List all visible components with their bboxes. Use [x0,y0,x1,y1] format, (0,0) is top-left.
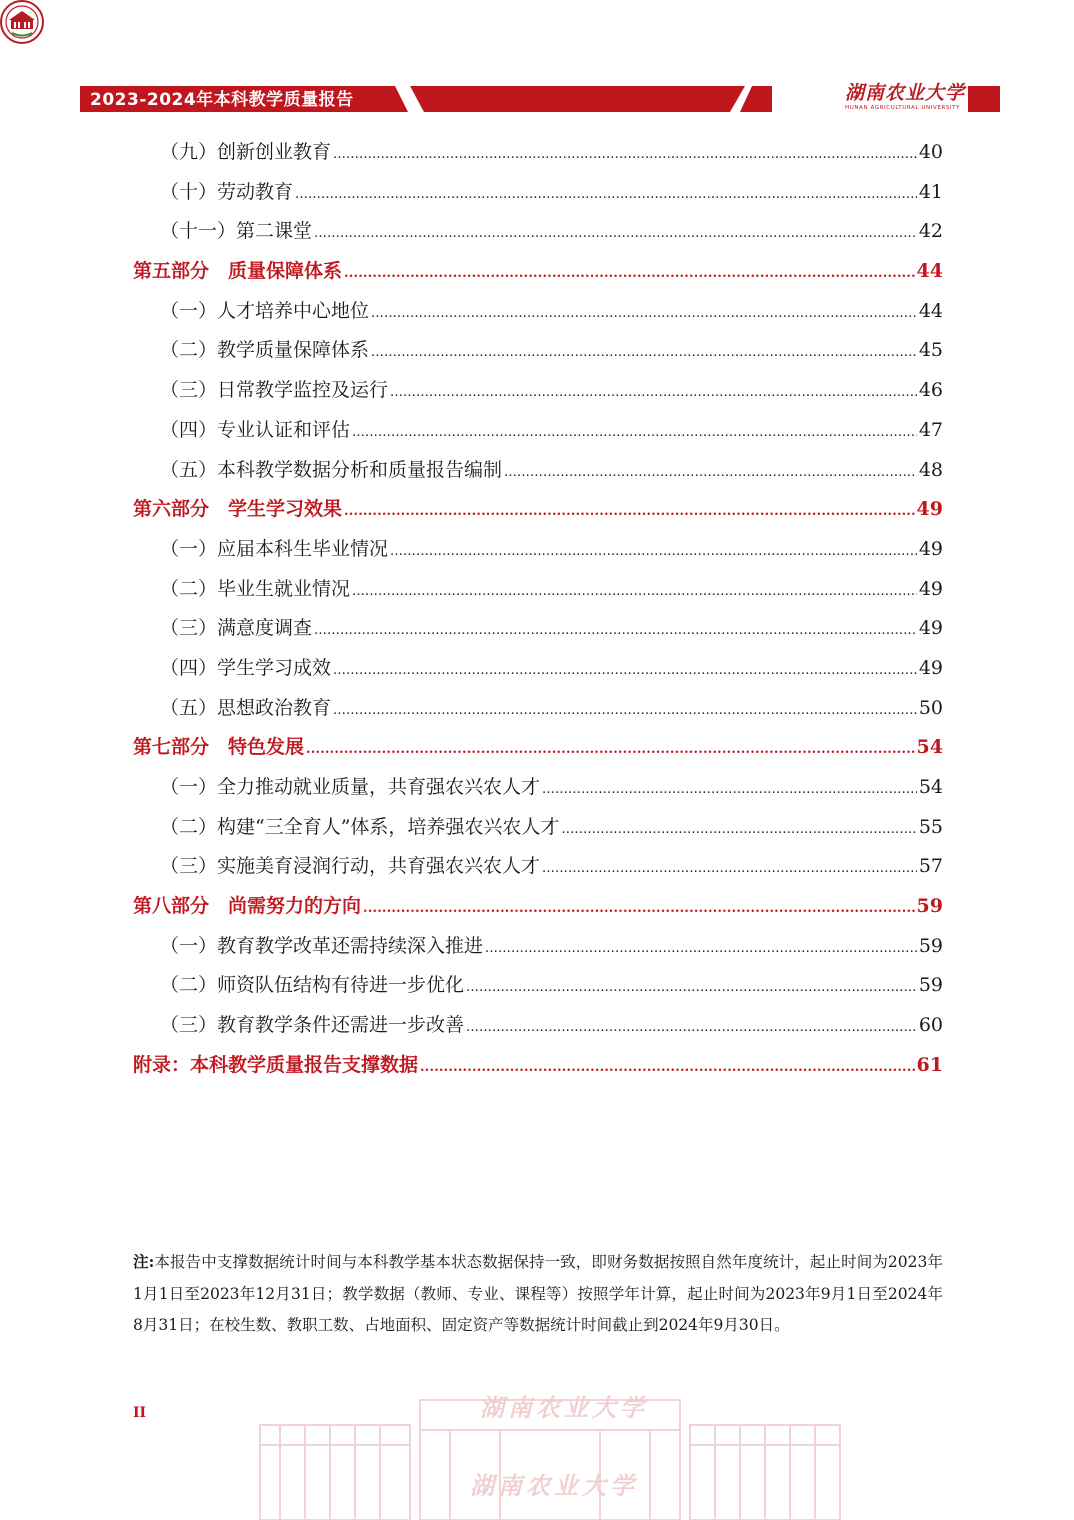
toc-entry-page: 59 [918,934,943,957]
toc-entry-page: 41 [918,180,943,203]
toc-entry-page: 49 [918,617,943,640]
toc-section-entry[interactable] [133,1006,943,1046]
toc-section-entry[interactable] [133,966,943,1006]
toc-section-entry[interactable] [133,847,943,887]
toc-leader-dots [561,810,916,850]
toc-entry-label: （九）创新创业教育 [160,141,332,163]
university-name-en: HUNAN AGRICULTURAL UNIVERSITY [845,105,961,111]
toc-entry-page: 42 [918,220,943,243]
toc-entry-label: （二）毕业生就业情况 [160,577,351,600]
toc-section-entry[interactable] [133,133,943,173]
toc-leader-dots [314,611,917,651]
toc-entry-label: （一）全力推动就业质量，共育强农兴农人才 [160,776,541,798]
toc-leader-dots [306,730,915,770]
toc-entry-label: （五）思想政治教育 [160,696,332,719]
toc-leader-dots [344,254,915,294]
toc-section-entry[interactable] [133,173,943,213]
toc-section-entry[interactable] [133,292,943,332]
toc-part-entry[interactable] [133,1046,943,1086]
toc-section-entry[interactable] [133,530,943,570]
toc-entry-label: （十）劳动教育 [160,180,294,203]
toc-leader-dots [363,889,915,929]
toc-section-entry[interactable] [133,411,943,451]
report-title: 2023-2024年本科教学质量报告 [90,90,354,110]
watermark-university-name-top: 湖南农业大学 [480,1393,648,1422]
toc-leader-dots [314,214,917,254]
toc-leader-dots [333,651,917,691]
toc-leader-dots [485,929,917,969]
toc-leader-dots [420,1048,915,1088]
page-header [0,0,1074,130]
toc-entry-label: （一）教育教学改革还需持续深入推进 [160,934,484,957]
data-period-note [133,1246,943,1342]
toc-entry-label: （二）师资队伍结构有待进一步优化 [160,974,465,997]
toc-entry-page: 61 [916,1053,943,1076]
note-text: 本报告中支撑数据统计时间与本科教学基本状态数据保持一致，即财务数据按照自然年度统计，起止时间为2023年1月1日至2023年12月31日；教学数据（教师、专业、课程等）按照学年计算，起止时间为2023年9月1日至2024年8月31日；在校生数、教职工数、占地面积、固定资产等数据统计时间截止到2024年9月30日。 [133,1253,944,1334]
toc-entry-page: 60 [918,1014,943,1037]
toc-section-entry[interactable] [133,371,943,411]
toc-entry-page: 49 [918,577,943,600]
toc-leader-dots [352,572,917,612]
toc-entry-page: 40 [918,141,943,163]
toc-entry-page: 50 [918,696,943,719]
toc-leader-dots [333,135,917,175]
toc-leader-dots [295,175,917,215]
toc-section-entry[interactable] [133,451,943,491]
toc-entry-label: （十一）第二课堂 [160,220,313,243]
toc-leader-dots [504,453,917,493]
toc-part-entry[interactable] [133,887,943,927]
toc-entry-label: （二）教学质量保障体系 [160,339,370,362]
toc-entry-page: 45 [918,339,943,362]
toc-entry-label: 第八部分 尚需努力的方向 [133,895,362,918]
toc-section-entry[interactable] [133,212,943,252]
toc-entry-page: 59 [916,895,943,918]
toc-section-entry[interactable] [133,649,943,689]
toc-section-entry[interactable] [133,808,943,848]
toc-entry-label: （一）人才培养中心地位 [160,299,370,322]
toc-leader-dots [466,1008,917,1048]
toc-entry-page: 49 [918,537,943,560]
toc-entry-page: 54 [916,736,943,759]
toc-section-entry[interactable] [133,609,943,649]
toc-part-entry[interactable] [133,490,943,530]
toc-leader-dots [371,294,917,334]
toc-leader-dots [333,691,917,731]
toc-leader-dots [542,770,917,810]
toc-entry-label: 第五部分 质量保障体系 [133,260,343,283]
university-name-cn: 湖南农业大学 [845,82,966,104]
toc-part-entry[interactable] [133,252,943,292]
toc-leader-dots [344,492,915,532]
toc-entry-label: 第七部分 特色发展 [133,736,305,759]
toc-leader-dots [390,532,917,572]
toc-leader-dots [352,413,917,453]
toc-entry-label: （三）教育教学条件还需进一步改善 [160,1014,465,1037]
toc-entry-label: （四）专业认证和评估 [160,418,351,441]
university-logo-text [845,82,966,112]
toc-section-entry[interactable] [133,768,943,808]
toc-entry-label: （五）本科教学数据分析和质量报告编制 [160,458,503,481]
toc-entry-label: （三）满意度调查 [160,617,313,640]
toc-entry-page: 44 [918,299,943,322]
watermark-university-name-bottom: 湖南农业大学 [470,1471,638,1500]
toc-section-entry[interactable] [133,570,943,610]
toc-entry-label: （一）应届本科生毕业情况 [160,537,389,560]
toc-section-entry[interactable] [133,689,943,729]
toc-section-entry[interactable] [133,331,943,371]
toc-section-entry[interactable] [133,927,943,967]
toc-entry-page: 46 [918,379,943,402]
toc-entry-page: 55 [918,815,943,838]
toc-leader-dots [390,373,917,413]
toc-entry-page: 48 [918,458,943,481]
toc-entry-label: 附录：本科教学质量报告支撑数据 [133,1053,419,1076]
university-seal-icon [0,0,44,44]
table-of-contents [133,133,943,1086]
toc-entry-label: 第六部分 学生学习效果 [133,498,343,521]
toc-leader-dots [371,333,917,373]
note-heading: 注: [133,1252,155,1271]
toc-entry-label: （四）学生学习成效 [160,656,332,679]
toc-leader-dots [542,849,917,889]
toc-entry-page: 47 [918,418,943,441]
toc-entry-page: 57 [918,855,943,878]
toc-entry-page: 49 [918,656,943,679]
page-number: II [133,1405,147,1421]
toc-entry-label: （三）日常教学监控及运行 [160,379,389,402]
toc-entry-page: 54 [918,776,943,798]
toc-part-entry[interactable] [133,728,943,768]
toc-entry-page: 59 [918,974,943,997]
toc-entry-label: （二）构建“三全育人”体系，培养强农兴农人才 [160,815,560,838]
toc-entry-page: 44 [916,260,943,283]
toc-leader-dots [466,968,917,1008]
toc-entry-page: 49 [916,498,943,521]
toc-entry-label: （三）实施美育浸润行动，共育强农兴农人才 [160,855,541,878]
